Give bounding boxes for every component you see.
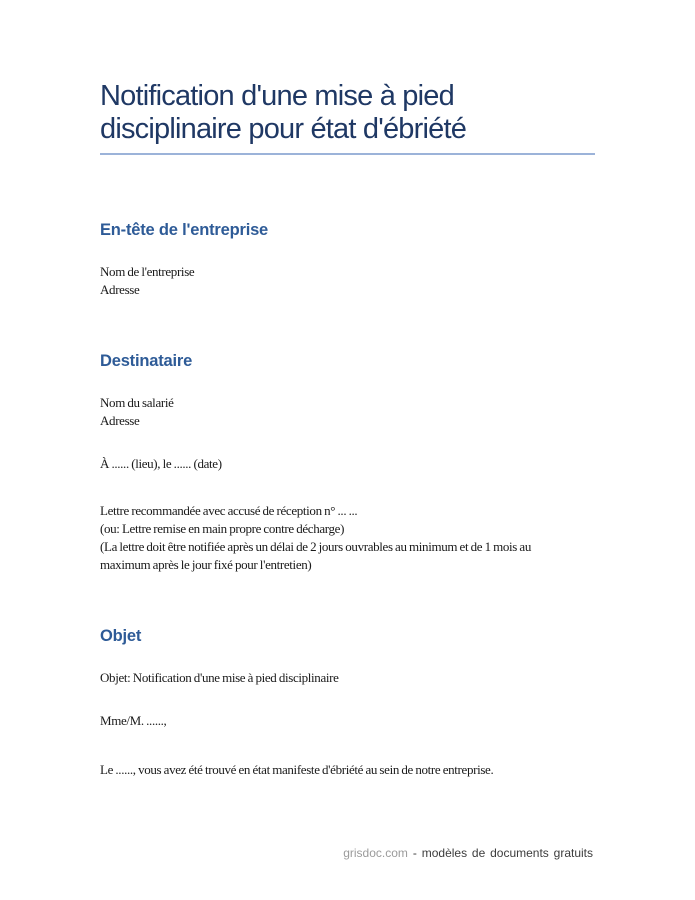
document-title-line2: disciplinaire pour état d'ébriété: [100, 113, 467, 145]
body-opening-block: [100, 761, 595, 779]
company-address-placeholder: Adresse: [100, 282, 140, 297]
hand-delivery-line: (ou: Lettre remise en main propre contre décharge): [100, 521, 345, 536]
footer-brand-link[interactable]: grisdoc.com: [343, 846, 408, 860]
salutation-line: Mme/M. ......,: [100, 713, 167, 728]
place-date-line: À ...... (lieu), le ...... (date): [100, 456, 222, 471]
notice-delay-line1: (La lettre doit être notifiée après un délai de 2 jours ouvrables au minimum et de 1 mois au: [100, 539, 531, 554]
company-header-block: [100, 263, 595, 299]
delivery-method-block: [100, 502, 595, 574]
section-heading-objet: Objet: [100, 627, 142, 645]
document-title: [100, 80, 595, 155]
subject-line: Objet: Notification d'une mise à pied disciplinaire: [100, 670, 339, 685]
employee-name-placeholder: Nom du salarié: [100, 395, 174, 410]
section-heading-destinataire: Destinataire: [100, 352, 193, 370]
subject-block: [100, 669, 595, 687]
employee-address-placeholder: Adresse: [100, 413, 140, 428]
footer-tagline: - modèles de documents gratuits: [412, 846, 593, 860]
salutation-block: [100, 712, 595, 730]
notice-delay-line2: maximum après le jour fixé pour l'entretien): [100, 557, 312, 572]
body-opening-line: Le ......, vous avez été trouvé en état manifeste d'ébriété au sein de notre entreprise.: [100, 762, 494, 777]
registered-letter-line: Lettre recommandée avec accusé de réception n° ... ...: [100, 503, 358, 518]
section-heading-entete-entreprise: En-tête de l'entreprise: [100, 221, 269, 239]
document-title-line1: Notification d'une mise à pied: [100, 80, 454, 112]
company-name-placeholder: Nom de l'entreprise: [100, 264, 195, 279]
place-date-block: [100, 455, 595, 473]
page-footer: [343, 845, 593, 861]
recipient-block: [100, 394, 595, 430]
